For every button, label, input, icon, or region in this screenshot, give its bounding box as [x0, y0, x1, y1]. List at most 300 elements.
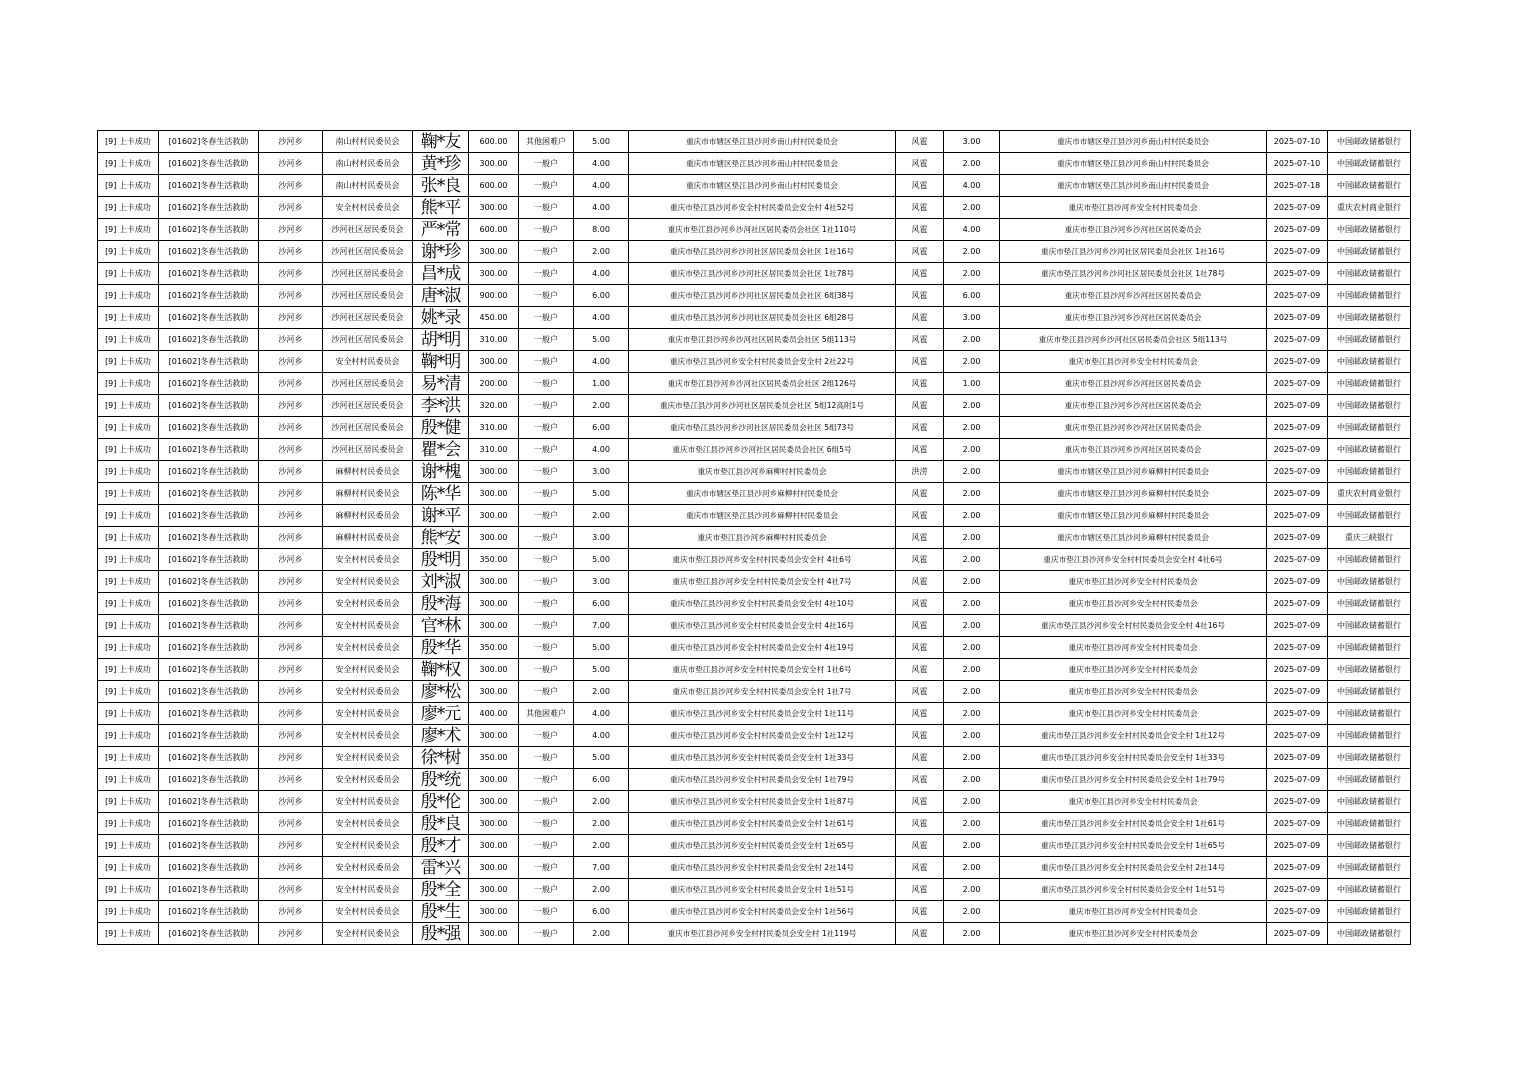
bank-cell: 中国邮政储蓄银行: [1328, 615, 1411, 637]
committee-cell: 沙河社区居民委员会: [323, 417, 413, 439]
account-address-cell: 重庆市垫江县沙河乡沙河社区居民委员会: [1000, 417, 1267, 439]
amount-cell: 450.00: [469, 307, 519, 329]
address-cell: 重庆市市辖区垫江县沙河乡麻柳村村民委员会: [629, 505, 896, 527]
relief-type-cell: [01602]冬春生活救助: [159, 901, 259, 923]
address-cell: 重庆市垫江县沙河乡安全村村民委员会安全村 1社33号: [629, 747, 896, 769]
name-cell: 雷*兴: [413, 857, 469, 879]
table-row: [98, 461, 1411, 483]
date-cell: 2025-07-18: [1267, 175, 1328, 197]
amount-cell: 300.00: [469, 725, 519, 747]
status-cell: [9] 上卡成功: [98, 813, 159, 835]
committee-cell: 安全村村民委员会: [323, 615, 413, 637]
table-row: [98, 219, 1411, 241]
relief-type-cell: [01602]冬春生活救助: [159, 659, 259, 681]
status-cell: [9] 上卡成功: [98, 197, 159, 219]
township-cell: 沙河乡: [259, 879, 323, 901]
count-cell: 3.00: [574, 527, 629, 549]
bank-cell: 中国邮政储蓄银行: [1328, 857, 1411, 879]
address-cell: 重庆市垫江县沙河乡安全村村民委员会安全村 4社10号: [629, 593, 896, 615]
name-cell: 熊*平: [413, 197, 469, 219]
status-cell: [9] 上卡成功: [98, 593, 159, 615]
township-cell: 沙河乡: [259, 593, 323, 615]
disaster-type-cell: 风雹: [896, 901, 944, 923]
disaster-type-cell: 风雹: [896, 153, 944, 175]
relief-type-cell: [01602]冬春生活救助: [159, 153, 259, 175]
name-cell: 殷*华: [413, 637, 469, 659]
bank-cell: 中国邮政储蓄银行: [1328, 263, 1411, 285]
township-cell: 沙河乡: [259, 747, 323, 769]
value-cell: 2.00: [944, 901, 1000, 923]
amount-cell: 600.00: [469, 175, 519, 197]
count-cell: 4.00: [574, 703, 629, 725]
table-row: [98, 703, 1411, 725]
account-address-cell: 重庆市垫江县沙河乡沙河社区居民委员会: [1000, 373, 1267, 395]
count-cell: 5.00: [574, 549, 629, 571]
relief-type-cell: [01602]冬春生活救助: [159, 549, 259, 571]
bank-cell: 中国邮政储蓄银行: [1328, 439, 1411, 461]
table-row: [98, 285, 1411, 307]
count-cell: 4.00: [574, 263, 629, 285]
date-cell: 2025-07-09: [1267, 571, 1328, 593]
account-address-cell: 重庆市市辖区垫江县沙河乡麻柳村村民委员会: [1000, 483, 1267, 505]
name-cell: 谢*平: [413, 505, 469, 527]
bank-cell: 中国邮政储蓄银行: [1328, 241, 1411, 263]
township-cell: 沙河乡: [259, 307, 323, 329]
date-cell: 2025-07-09: [1267, 219, 1328, 241]
name-cell: 殷*强: [413, 923, 469, 945]
amount-cell: 300.00: [469, 769, 519, 791]
bank-cell: 中国邮政储蓄银行: [1328, 131, 1411, 153]
household-type-cell: 一般户: [519, 593, 574, 615]
address-cell: 重庆市垫江县沙河乡沙河社区居民委员会社区 1社78号: [629, 263, 896, 285]
amount-cell: 350.00: [469, 747, 519, 769]
value-cell: 2.00: [944, 395, 1000, 417]
value-cell: 2.00: [944, 439, 1000, 461]
relief-type-cell: [01602]冬春生活救助: [159, 791, 259, 813]
township-cell: 沙河乡: [259, 813, 323, 835]
name-cell: 殷*全: [413, 879, 469, 901]
count-cell: 6.00: [574, 901, 629, 923]
table-row: [98, 505, 1411, 527]
committee-cell: 南山村村民委员会: [323, 153, 413, 175]
status-cell: [9] 上卡成功: [98, 461, 159, 483]
count-cell: 2.00: [574, 791, 629, 813]
amount-cell: 310.00: [469, 439, 519, 461]
bank-cell: 中国邮政储蓄银行: [1328, 373, 1411, 395]
amount-cell: 300.00: [469, 923, 519, 945]
disaster-type-cell: 风雹: [896, 197, 944, 219]
status-cell: [9] 上卡成功: [98, 527, 159, 549]
count-cell: 3.00: [574, 461, 629, 483]
value-cell: 2.00: [944, 769, 1000, 791]
amount-cell: 300.00: [469, 593, 519, 615]
committee-cell: 沙河社区居民委员会: [323, 373, 413, 395]
account-address-cell: 重庆市垫江县沙河乡安全村村民委员会: [1000, 593, 1267, 615]
status-cell: [9] 上卡成功: [98, 263, 159, 285]
value-cell: 2.00: [944, 549, 1000, 571]
value-cell: 2.00: [944, 197, 1000, 219]
table-row: [98, 395, 1411, 417]
township-cell: 沙河乡: [259, 571, 323, 593]
household-type-cell: 一般户: [519, 725, 574, 747]
address-cell: 重庆市市辖区垫江县沙河乡麻柳村村民委员会: [629, 483, 896, 505]
status-cell: [9] 上卡成功: [98, 373, 159, 395]
committee-cell: 沙河社区居民委员会: [323, 241, 413, 263]
amount-cell: 300.00: [469, 505, 519, 527]
status-cell: [9] 上卡成功: [98, 725, 159, 747]
name-cell: 鞠*权: [413, 659, 469, 681]
committee-cell: 安全村村民委员会: [323, 593, 413, 615]
township-cell: 沙河乡: [259, 197, 323, 219]
disaster-type-cell: 风雹: [896, 373, 944, 395]
committee-cell: 沙河社区居民委员会: [323, 439, 413, 461]
bank-cell: 中国邮政储蓄银行: [1328, 549, 1411, 571]
table-row: [98, 153, 1411, 175]
account-address-cell: 重庆市垫江县沙河乡安全村村民委员会: [1000, 571, 1267, 593]
household-type-cell: 一般户: [519, 791, 574, 813]
address-cell: 重庆市垫江县沙河乡安全村村民委员会安全村 1社51号: [629, 879, 896, 901]
township-cell: 沙河乡: [259, 659, 323, 681]
disaster-type-cell: 风雹: [896, 835, 944, 857]
amount-cell: 300.00: [469, 857, 519, 879]
status-cell: [9] 上卡成功: [98, 483, 159, 505]
date-cell: 2025-07-09: [1267, 901, 1328, 923]
relief-type-cell: [01602]冬春生活救助: [159, 175, 259, 197]
disaster-type-cell: 风雹: [896, 285, 944, 307]
township-cell: 沙河乡: [259, 637, 323, 659]
committee-cell: 安全村村民委员会: [323, 813, 413, 835]
table-row: [98, 483, 1411, 505]
table-row: [98, 549, 1411, 571]
name-cell: 殷*健: [413, 417, 469, 439]
bank-cell: 中国邮政储蓄银行: [1328, 923, 1411, 945]
bank-cell: 中国邮政储蓄银行: [1328, 791, 1411, 813]
value-cell: 2.00: [944, 153, 1000, 175]
table-row: [98, 307, 1411, 329]
table-row: [98, 747, 1411, 769]
date-cell: 2025-07-09: [1267, 351, 1328, 373]
bank-cell: 中国邮政储蓄银行: [1328, 175, 1411, 197]
bank-cell: 中国邮政储蓄银行: [1328, 219, 1411, 241]
count-cell: 2.00: [574, 241, 629, 263]
amount-cell: 300.00: [469, 197, 519, 219]
household-type-cell: 一般户: [519, 153, 574, 175]
count-cell: 2.00: [574, 395, 629, 417]
value-cell: 2.00: [944, 417, 1000, 439]
date-cell: 2025-07-09: [1267, 373, 1328, 395]
count-cell: 4.00: [574, 153, 629, 175]
status-cell: [9] 上卡成功: [98, 769, 159, 791]
count-cell: 5.00: [574, 483, 629, 505]
name-cell: 官*林: [413, 615, 469, 637]
address-cell: 重庆市垫江县沙河乡沙河社区居民委员会社区 5组113号: [629, 329, 896, 351]
committee-cell: 安全村村民委员会: [323, 703, 413, 725]
committee-cell: 安全村村民委员会: [323, 681, 413, 703]
relief-type-cell: [01602]冬春生活救助: [159, 307, 259, 329]
relief-type-cell: [01602]冬春生活救助: [159, 329, 259, 351]
status-cell: [9] 上卡成功: [98, 351, 159, 373]
disaster-type-cell: 风雹: [896, 857, 944, 879]
address-cell: 重庆市垫江县沙河乡安全村村民委员会安全村 1社61号: [629, 813, 896, 835]
bank-cell: 中国邮政储蓄银行: [1328, 351, 1411, 373]
disaster-type-cell: 洪涝: [896, 461, 944, 483]
name-cell: 殷*明: [413, 549, 469, 571]
account-address-cell: 重庆市垫江县沙河乡安全村村民委员会: [1000, 197, 1267, 219]
amount-cell: 400.00: [469, 703, 519, 725]
value-cell: 3.00: [944, 307, 1000, 329]
count-cell: 6.00: [574, 417, 629, 439]
count-cell: 6.00: [574, 285, 629, 307]
date-cell: 2025-07-09: [1267, 417, 1328, 439]
status-cell: [9] 上卡成功: [98, 505, 159, 527]
bank-cell: 中国邮政储蓄银行: [1328, 681, 1411, 703]
address-cell: 重庆市垫江县沙河乡安全村村民委员会安全村 1社56号: [629, 901, 896, 923]
amount-cell: 300.00: [469, 263, 519, 285]
count-cell: 8.00: [574, 219, 629, 241]
relief-type-cell: [01602]冬春生活救助: [159, 703, 259, 725]
township-cell: 沙河乡: [259, 417, 323, 439]
household-type-cell: 一般户: [519, 527, 574, 549]
name-cell: 姚*录: [413, 307, 469, 329]
committee-cell: 安全村村民委员会: [323, 351, 413, 373]
date-cell: 2025-07-09: [1267, 395, 1328, 417]
account-address-cell: 重庆市垫江县沙河乡安全村村民委员会: [1000, 351, 1267, 373]
bank-cell: 中国邮政储蓄银行: [1328, 417, 1411, 439]
township-cell: 沙河乡: [259, 505, 323, 527]
date-cell: 2025-07-09: [1267, 659, 1328, 681]
value-cell: 2.00: [944, 747, 1000, 769]
disaster-type-cell: 风雹: [896, 395, 944, 417]
amount-cell: 300.00: [469, 879, 519, 901]
disaster-type-cell: 风雹: [896, 681, 944, 703]
household-type-cell: 其他困难户: [519, 131, 574, 153]
date-cell: 2025-07-09: [1267, 461, 1328, 483]
account-address-cell: 重庆市垫江县沙河乡安全村村民委员会安全村 4社6号: [1000, 549, 1267, 571]
date-cell: 2025-07-09: [1267, 681, 1328, 703]
table-row: [98, 769, 1411, 791]
disaster-type-cell: 风雹: [896, 769, 944, 791]
disaster-type-cell: 风雹: [896, 571, 944, 593]
name-cell: 廖*元: [413, 703, 469, 725]
table-row: [98, 725, 1411, 747]
disaster-type-cell: 风雹: [896, 307, 944, 329]
table-row: [98, 923, 1411, 945]
status-cell: [9] 上卡成功: [98, 219, 159, 241]
status-cell: [9] 上卡成功: [98, 879, 159, 901]
amount-cell: 300.00: [469, 901, 519, 923]
name-cell: 殷*生: [413, 901, 469, 923]
name-cell: 谢*珍: [413, 241, 469, 263]
committee-cell: 安全村村民委员会: [323, 197, 413, 219]
township-cell: 沙河乡: [259, 395, 323, 417]
township-cell: 沙河乡: [259, 615, 323, 637]
township-cell: 沙河乡: [259, 329, 323, 351]
township-cell: 沙河乡: [259, 131, 323, 153]
account-address-cell: 重庆市垫江县沙河乡安全村村民委员会: [1000, 791, 1267, 813]
address-cell: 重庆市垫江县沙河乡沙河社区居民委员会社区 6组38号: [629, 285, 896, 307]
household-type-cell: 一般户: [519, 285, 574, 307]
name-cell: 唐*淑: [413, 285, 469, 307]
address-cell: 重庆市垫江县沙河乡沙河社区居民委员会社区 1社110号: [629, 219, 896, 241]
relief-type-cell: [01602]冬春生活救助: [159, 615, 259, 637]
account-address-cell: 重庆市垫江县沙河乡安全村村民委员会: [1000, 703, 1267, 725]
table-row: [98, 791, 1411, 813]
value-cell: 2.00: [944, 703, 1000, 725]
value-cell: 2.00: [944, 813, 1000, 835]
status-cell: [9] 上卡成功: [98, 681, 159, 703]
township-cell: 沙河乡: [259, 285, 323, 307]
status-cell: [9] 上卡成功: [98, 659, 159, 681]
bank-cell: 中国邮政储蓄银行: [1328, 659, 1411, 681]
disaster-type-cell: 风雹: [896, 219, 944, 241]
date-cell: 2025-07-09: [1267, 703, 1328, 725]
amount-cell: 350.00: [469, 637, 519, 659]
name-cell: 黄*珍: [413, 153, 469, 175]
relief-type-cell: [01602]冬春生活救助: [159, 923, 259, 945]
household-type-cell: 一般户: [519, 857, 574, 879]
account-address-cell: 重庆市垫江县沙河乡安全村村民委员会安全村 4社16号: [1000, 615, 1267, 637]
date-cell: 2025-07-09: [1267, 725, 1328, 747]
account-address-cell: 重庆市垫江县沙河乡安全村村民委员会: [1000, 681, 1267, 703]
address-cell: 重庆市垫江县沙河乡安全村村民委员会安全村 2社22号: [629, 351, 896, 373]
bank-cell: 中国邮政储蓄银行: [1328, 747, 1411, 769]
township-cell: 沙河乡: [259, 923, 323, 945]
relief-type-cell: [01602]冬春生活救助: [159, 285, 259, 307]
household-type-cell: 一般户: [519, 835, 574, 857]
table-row: [98, 527, 1411, 549]
date-cell: 2025-07-09: [1267, 197, 1328, 219]
household-type-cell: 一般户: [519, 505, 574, 527]
count-cell: 6.00: [574, 593, 629, 615]
address-cell: 重庆市垫江县沙河乡安全村村民委员会安全村 2社14号: [629, 857, 896, 879]
account-address-cell: 重庆市垫江县沙河乡沙河社区居民委员会社区 1社16号: [1000, 241, 1267, 263]
count-cell: 5.00: [574, 131, 629, 153]
address-cell: 重庆市垫江县沙河乡安全村村民委员会安全村 1社79号: [629, 769, 896, 791]
amount-cell: 300.00: [469, 571, 519, 593]
township-cell: 沙河乡: [259, 725, 323, 747]
relief-type-cell: [01602]冬春生活救助: [159, 879, 259, 901]
value-cell: 2.00: [944, 461, 1000, 483]
table-row: [98, 241, 1411, 263]
relief-type-cell: [01602]冬春生活救助: [159, 439, 259, 461]
status-cell: [9] 上卡成功: [98, 857, 159, 879]
table-row: [98, 813, 1411, 835]
count-cell: 3.00: [574, 571, 629, 593]
status-cell: [9] 上卡成功: [98, 329, 159, 351]
household-type-cell: 一般户: [519, 923, 574, 945]
value-cell: 2.00: [944, 857, 1000, 879]
township-cell: 沙河乡: [259, 483, 323, 505]
household-type-cell: 一般户: [519, 175, 574, 197]
relief-type-cell: [01602]冬春生活救助: [159, 527, 259, 549]
value-cell: 2.00: [944, 637, 1000, 659]
disaster-type-cell: 风雹: [896, 659, 944, 681]
date-cell: 2025-07-10: [1267, 153, 1328, 175]
bank-cell: 中国邮政储蓄银行: [1328, 725, 1411, 747]
name-cell: 瞿*会: [413, 439, 469, 461]
count-cell: 2.00: [574, 835, 629, 857]
table-row: [98, 857, 1411, 879]
bank-cell: 中国邮政储蓄银行: [1328, 307, 1411, 329]
committee-cell: 安全村村民委员会: [323, 901, 413, 923]
amount-cell: 200.00: [469, 373, 519, 395]
table-row: [98, 197, 1411, 219]
status-cell: [9] 上卡成功: [98, 923, 159, 945]
table-row: [98, 659, 1411, 681]
committee-cell: 安全村村民委员会: [323, 923, 413, 945]
address-cell: 重庆市市辖区垫江县沙河乡南山村村民委员会: [629, 153, 896, 175]
date-cell: 2025-07-09: [1267, 857, 1328, 879]
status-cell: [9] 上卡成功: [98, 747, 159, 769]
account-address-cell: 重庆市垫江县沙河乡安全村村民委员会安全村 1社79号: [1000, 769, 1267, 791]
value-cell: 6.00: [944, 285, 1000, 307]
relief-type-cell: [01602]冬春生活救助: [159, 637, 259, 659]
disaster-type-cell: 风雹: [896, 747, 944, 769]
value-cell: 2.00: [944, 659, 1000, 681]
township-cell: 沙河乡: [259, 527, 323, 549]
bank-cell: 中国邮政储蓄银行: [1328, 703, 1411, 725]
date-cell: 2025-07-09: [1267, 769, 1328, 791]
bank-cell: 中国邮政储蓄银行: [1328, 153, 1411, 175]
household-type-cell: 一般户: [519, 241, 574, 263]
committee-cell: 安全村村民委员会: [323, 879, 413, 901]
relief-type-cell: [01602]冬春生活救助: [159, 131, 259, 153]
committee-cell: 安全村村民委员会: [323, 835, 413, 857]
account-address-cell: 重庆市垫江县沙河乡安全村村民委员会: [1000, 901, 1267, 923]
table-row: [98, 593, 1411, 615]
value-cell: 2.00: [944, 923, 1000, 945]
amount-cell: 300.00: [469, 813, 519, 835]
name-cell: 胡*明: [413, 329, 469, 351]
date-cell: 2025-07-09: [1267, 483, 1328, 505]
date-cell: 2025-07-09: [1267, 329, 1328, 351]
address-cell: 重庆市垫江县沙河乡沙河社区居民委员会社区 6组28号: [629, 307, 896, 329]
amount-cell: 300.00: [469, 681, 519, 703]
relief-type-cell: [01602]冬春生活救助: [159, 681, 259, 703]
value-cell: 2.00: [944, 835, 1000, 857]
account-address-cell: 重庆市市辖区垫江县沙河乡麻柳村村民委员会: [1000, 527, 1267, 549]
disaster-type-cell: 风雹: [896, 241, 944, 263]
value-cell: 2.00: [944, 263, 1000, 285]
table-row: [98, 175, 1411, 197]
date-cell: 2025-07-09: [1267, 549, 1328, 571]
account-address-cell: 重庆市垫江县沙河乡安全村村民委员会: [1000, 923, 1267, 945]
date-cell: 2025-07-09: [1267, 813, 1328, 835]
bank-cell: 重庆三峡银行: [1328, 527, 1411, 549]
disaster-type-cell: 风雹: [896, 131, 944, 153]
amount-cell: 300.00: [469, 791, 519, 813]
status-cell: [9] 上卡成功: [98, 901, 159, 923]
disaster-type-cell: 风雹: [896, 923, 944, 945]
amount-cell: 900.00: [469, 285, 519, 307]
amount-cell: 300.00: [469, 351, 519, 373]
status-cell: [9] 上卡成功: [98, 417, 159, 439]
household-type-cell: 一般户: [519, 879, 574, 901]
relief-type-cell: [01602]冬春生活救助: [159, 857, 259, 879]
table-row: [98, 879, 1411, 901]
date-cell: 2025-07-09: [1267, 505, 1328, 527]
committee-cell: 安全村村民委员会: [323, 659, 413, 681]
household-type-cell: 一般户: [519, 681, 574, 703]
status-cell: [9] 上卡成功: [98, 703, 159, 725]
disaster-type-cell: 风雹: [896, 175, 944, 197]
address-cell: 重庆市垫江县沙河乡安全村村民委员会安全村 1社119号: [629, 923, 896, 945]
township-cell: 沙河乡: [259, 373, 323, 395]
township-cell: 沙河乡: [259, 835, 323, 857]
township-cell: 沙河乡: [259, 461, 323, 483]
amount-cell: 320.00: [469, 395, 519, 417]
household-type-cell: 一般户: [519, 615, 574, 637]
